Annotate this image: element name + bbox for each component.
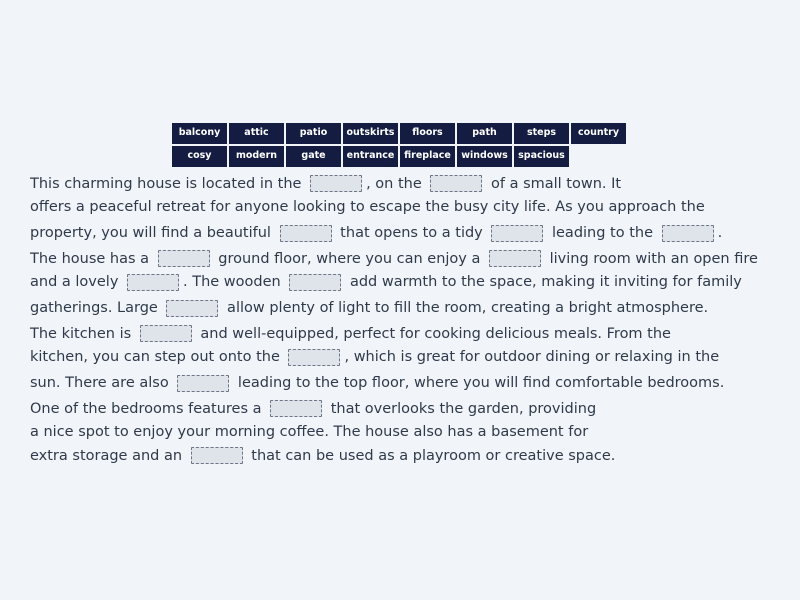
word-chip-spacious[interactable]: spacious (514, 146, 569, 167)
blank-9[interactable] (289, 274, 341, 291)
passage-line (30, 271, 790, 295)
passage-text: that can be used as a playroom or creative space. (246, 447, 616, 464)
blank-10[interactable] (166, 300, 218, 317)
passage-line (30, 196, 790, 220)
passage-line (30, 444, 790, 468)
passage (30, 172, 790, 468)
passage-text: living room with an open fire (544, 250, 758, 267)
passage-text: and a lovely (30, 274, 124, 291)
word-chip-country[interactable]: country (571, 123, 626, 144)
passage-text: that overlooks the garden, providing (326, 400, 597, 417)
word-chip-fireplace[interactable]: fireplace (400, 146, 455, 167)
blank-13[interactable] (177, 375, 229, 392)
word-chip-cosy[interactable]: cosy (172, 146, 227, 167)
word-chip-floors[interactable]: floors (400, 123, 455, 144)
blank-15[interactable] (191, 447, 243, 464)
blank-4[interactable] (491, 225, 543, 242)
passage-text: allow plenty of light to fill the room, creating a bright atmosphere. (222, 300, 709, 316)
passage-line (30, 322, 790, 346)
passage-text: gatherings. Large (30, 300, 163, 316)
passage-text: , which is great for outdoor dining or relaxing in the (344, 349, 720, 366)
blank-14[interactable] (270, 400, 322, 417)
passage-line (30, 421, 790, 445)
passage-text: extra storage and an (30, 447, 187, 464)
word-bank-row-1 (172, 123, 642, 144)
passage-text: sun. There are also (30, 375, 174, 391)
word-chip-windows[interactable]: windows (457, 146, 512, 167)
passage-text: . (717, 225, 723, 241)
word-chip-patio[interactable]: patio (286, 123, 341, 144)
word-bank-row-2 (172, 146, 642, 167)
passage-text: offers a peaceful retreat for anyone looking to escape the busy city life. As you approach the (30, 199, 705, 216)
blank-6[interactable] (158, 250, 210, 267)
blank-1[interactable] (310, 175, 362, 192)
passage-text: The house has a (30, 250, 154, 267)
passage-text: kitchen, you can step out onto the (30, 349, 285, 366)
passage-text: ground floor, where you can enjoy a (213, 250, 485, 267)
passage-text: add warmth to the space, making it inviting for family (345, 274, 742, 291)
passage-text: One of the bedrooms features a (30, 400, 267, 417)
passage-text: and well-equipped, perfect for cooking delicious meals. From the (195, 325, 671, 342)
passage-line (30, 294, 790, 322)
blank-3[interactable] (280, 225, 332, 242)
passage-line (30, 346, 790, 370)
passage-text: leading to the top floor, where you will find comfortable bedrooms. (233, 375, 725, 391)
passage-text: The kitchen is (30, 325, 136, 342)
passage-text: that opens to a tidy (335, 225, 488, 241)
word-chip-balcony[interactable]: balcony (172, 123, 227, 144)
passage-text: a nice spot to enjoy your morning coffee. The house also has a basement for (30, 424, 589, 441)
passage-text: , on the (366, 175, 427, 192)
word-chip-attic[interactable]: attic (229, 123, 284, 144)
passage-line (30, 247, 790, 271)
passage-line (30, 219, 790, 247)
word-chip-entrance[interactable]: entrance (343, 146, 398, 167)
blank-5[interactable] (662, 225, 714, 242)
passage-text: leading to the (547, 225, 658, 241)
word-chip-steps[interactable]: steps (514, 123, 569, 144)
word-chip-outskirts[interactable]: outskirts (343, 123, 398, 144)
passage-line (30, 172, 790, 196)
passage-line (30, 369, 790, 397)
blank-12[interactable] (288, 349, 340, 366)
blank-2[interactable] (430, 175, 482, 192)
blank-8[interactable] (127, 274, 179, 291)
blank-11[interactable] (140, 325, 192, 342)
blank-7[interactable] (489, 250, 541, 267)
passage-text: property, you will find a beautiful (30, 225, 276, 241)
passage-text: This charming house is located in the (30, 175, 307, 192)
passage-text: . The wooden (183, 274, 286, 291)
passage-line (30, 397, 790, 421)
word-chip-path[interactable]: path (457, 123, 512, 144)
word-chip-gate[interactable]: gate (286, 146, 341, 167)
word-bank (172, 123, 642, 169)
word-chip-modern[interactable]: modern (229, 146, 284, 167)
passage-text: of a small town. It (486, 175, 622, 192)
